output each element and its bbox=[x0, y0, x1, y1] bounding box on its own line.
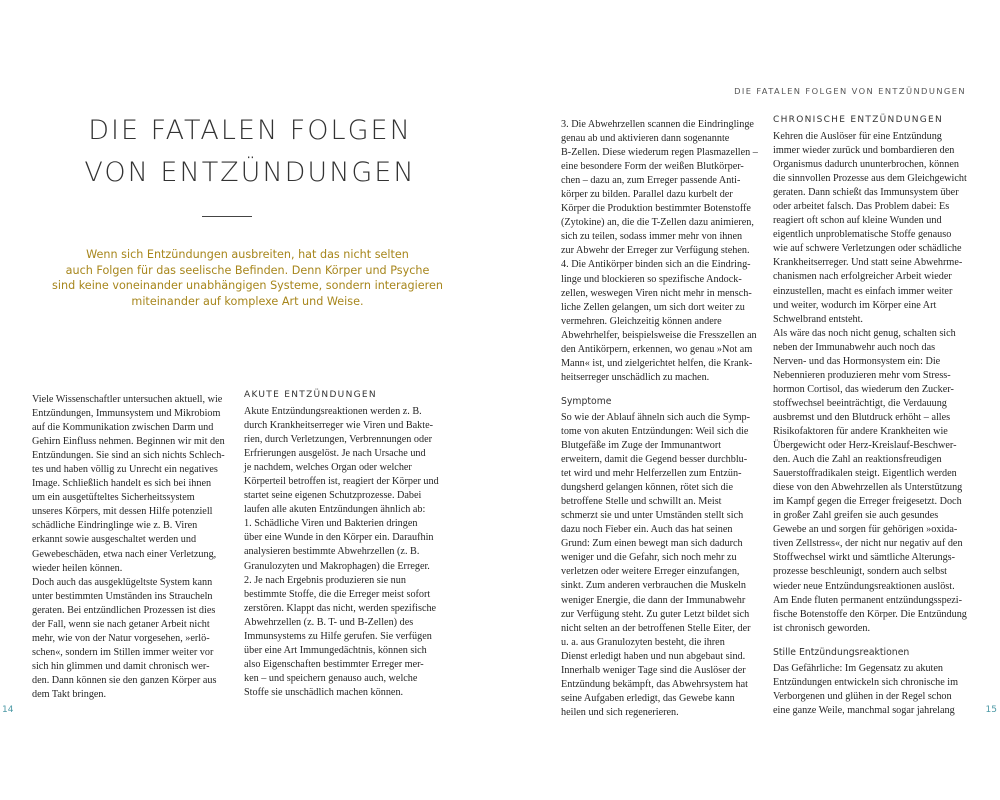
column-3 bbox=[561, 118, 761, 720]
column-4 bbox=[773, 113, 978, 718]
col3-paragraph-b: So wie der Ablauf ähneln sich auch die Symp- tome von akuten Entzündungen: Weil sich die Blutgefäße im Zuge der Immunantwort erweitern, damit die Gegend besser durchblu- tet wird und mehr Helferzellen zum Entzün- dungsherd gelangen können, rötet sich die betroffene Stelle und schwillt an. Meist schmerzt sie und unter Umständen stellt sich dazu noch Fieber ein. Auch das hat seinen Grund: Zum einen bewegt man sich dadurch weniger und die Gefahr, sich noch mehr zu verletzen oder weitere Erreger einzufangen, sinkt. Zum anderen verbrauchen die Muskeln weniger Energie, die dann der Immunabwehr zur Verfügung steht. Zu guter Letzt bildet sich nicht selten an der betroffenen Stelle Eiter, der u. a. aus Granulozyten besteht, die ihren Dienst erledigt haben und nun abgebaut sind. Innerhalb weniger Tage sind die Auslöser der Entzündung bekämpft, das Abwehrsystem hat seine Aufgaben erledigt, das Gewebe kann heilen und sich regenerieren. bbox=[561, 411, 751, 718]
running-head: DIE FATALEN FOLGEN VON ENTZÜNDUNGEN bbox=[734, 86, 966, 96]
title-line-2: VON ENTZÜNDUNGEN bbox=[84, 157, 416, 188]
col4-paragraph-a: Kehren die Auslöser für eine Entzündung immer wieder zurück und bombardieren den Organismus dadurch ununterbrochen, können die sinnvollen Prozesse aus dem Gleichgewicht geraten. Dann schießt das Immunsystem über oder arbeitet falsch. Das Problem dabei: Es reagiert oft schon auf kleine Wunden und eigentlich unproblematische Stoffe genauso wie auf schwere Verletzungen oder schädliche Krankheitserreger. Und statt seine Abwehrme- chanismen nach erfolgreicher Arbeit wieder einzustellen, macht es einfach immer weiter und weiter, wodurch im Körper eine Art Schwelbrand entsteht. Als wäre das noch nicht genug, schalten sich neben der Immunabwehr auch noch das Nerven- und das Hormonsystem ein: Die Nebennieren produzieren mehr vom Stress- hormon Cortisol, das wiederum den Zucker- stoffwechsel beeinträchtigt, die Verdauung ausbremst und den Blutdruck erhöht – alles Risikofaktoren für andere Krankheiten wie Übergewicht oder Herz-Kreislauf-Beschwer- den. Auch die Zahl an reaktionsfreudigen Sauerstoffradikalen steigt. Eigentlich werden diese von den Abwehrzellen als Unterstützung im Kampf gegen die Erreger freigesetzt. Doch in großer Zahl greifen sie auch gesundes Gewebe an und sorgen für gehörigen »oxida- tiven Zellstress«, der nicht nur negativ auf den Stoffwechsel wirkt und sämtliche Alterungs- prozesse beschleunigt, sondern auch selbst wieder neue Entzündungsreaktionen auslöst. Am Ende fluten permanent entzündungsspezi- fische Botenstoffe den Körper. Die Entzündung ist chronisch geworden. bbox=[773, 131, 967, 634]
intro-text bbox=[45, 247, 450, 309]
heading-symptome: Symptome bbox=[561, 395, 612, 407]
col4-paragraph-b: Das Gefährliche: Im Gegensatz zu akuten Entzündungen entwickeln sich chronische im Verborgenen und glühen in der Regel schon eine ganze Weile, manchmal sogar jahrelang bbox=[773, 662, 959, 716]
heading-silent: Stille Entzündungsreaktionen bbox=[773, 646, 910, 658]
page-number-right: 15 bbox=[985, 705, 997, 715]
heading-acute: AKUTE ENTZÜNDUNGEN bbox=[244, 390, 377, 400]
title-divider bbox=[202, 216, 252, 217]
col2-paragraph: Akute Entzündungsreaktionen werden z. B. durch Krankheitserreger wie Viren und Bakte- rien, durch Verletzungen, Verbrennungen oder Erfrierungen ausgelöst. Je nach Ursache und je nachdem, welches Organ oder welcher Körperteil betroffen ist, reagiert der Körper und startet seine eigenen Schutzprozesse. Dabei laufen alle akuten Entzündungen ähnlich ab: 1. Schädliche Viren und Bakterien dringen über eine Wunde in den Körper ein. Daraufhin analysieren bestimmte Abwehrzellen (z. B. Granulozyten und Makrophagen) die Erreger. 2. Je nach Ergebnis produzieren sie nun bestimmte Stoffe, die die Erreger meist sofort zerstören. Klappt das nicht, werden spezifische Abwehrzellen (z. B. T- und B-Zellen) des Immunsystems zu Hilfe gerufen. Sie verfügen über eine Art Immungedächtnis, können sich also Eigenschaften bestimmter Erreger mer- ken – und speichern genauso auch, welche Stoffe sie unschädlich machen können. bbox=[244, 406, 439, 698]
column-1 bbox=[32, 393, 237, 702]
intro-paragraph: Wenn sich Entzündungen ausbreiten, hat das nicht selten auch Folgen für das seelische Befinden. Denn Körper und Psyche sind keine voneinander unabhängigen Systeme, sondern interagieren miteinander auf komplexe Art und Weise. bbox=[52, 248, 443, 308]
page-number-left: 14 bbox=[2, 705, 14, 715]
title-line-1: DIE FATALEN FOLGEN bbox=[88, 115, 412, 146]
col3-paragraph-a: 3. Die Abwehrzellen scannen die Eindringlinge genau ab und aktivieren dann sogenannte B-Zellen. Diese wiederum regen Plasmazellen – eine besondere Form der weißen Blutkörper- chen – dazu an, zum Erreger passende Anti- körper zu bilden. Parallel dazu kurbelt der Körper die Produktion bestimmter Botenstoffe (Zytokine) an, die die T-Zellen dazu animieren, sich zu teilen, sodass immer mehr von ihnen zur Abwehr der Erreger zur Verfügung stehen. 4. Die Antikörper binden sich an die Eindring- linge und blockieren so spezifische Andock- zellen, weswegen Viren nicht mehr in mensch- liche Zellen gelangen, um sich dort weiter zu vermehren. Gleichzeitig können andere Abwehrhelfer, beispielsweise die Fresszellen an den Antikörpern, erkennen, wo genau »Not am Mann« ist, und zielgerichtet helfen, die Krank- heitserreger unschädlich zu machen. bbox=[561, 119, 758, 383]
col1-paragraph: Viele Wissenschaftler untersuchen aktuell, wie Entzündungen, Immunsystem und Mikrobiom auf die Kommunikation zwischen Darm und Gehirn Einfluss nehmen. Beginnen wir mit den Entzündungen. Sie sind an sich nichts Schlech- tes und haben völlig zu Unrecht ein negatives Image. Schließlich handelt es sich bei ihnen um ein ausgetüfteltes Sicherheitssystem unseres Körpers, mit dessen Hilfe potenziell schädliche Eindringlinge wie z. B. Viren erkannt sowie ausgeschaltet werden und Gewebeschäden, etwa nach einer Verletzung, wieder heilen können. Doch auch das ausgeklügeltste System kann unter bestimmten Umständen ins Straucheln geraten. Bei entzündlichen Prozessen ist dies der Fall, wenn sie nach getaner Arbeit nicht mehr, wie von der Natur vorgesehen, »erlö- schen«, sondern im Stillen immer weiter vor sich hin glimmen und damit chronisch wer- den. Dann können sie den ganzen Körper aus dem Takt bringen. bbox=[32, 394, 225, 700]
column-2 bbox=[244, 388, 444, 700]
chapter-title bbox=[40, 110, 460, 194]
heading-chronic: CHRONISCHE ENTZÜNDUNGEN bbox=[773, 115, 944, 125]
